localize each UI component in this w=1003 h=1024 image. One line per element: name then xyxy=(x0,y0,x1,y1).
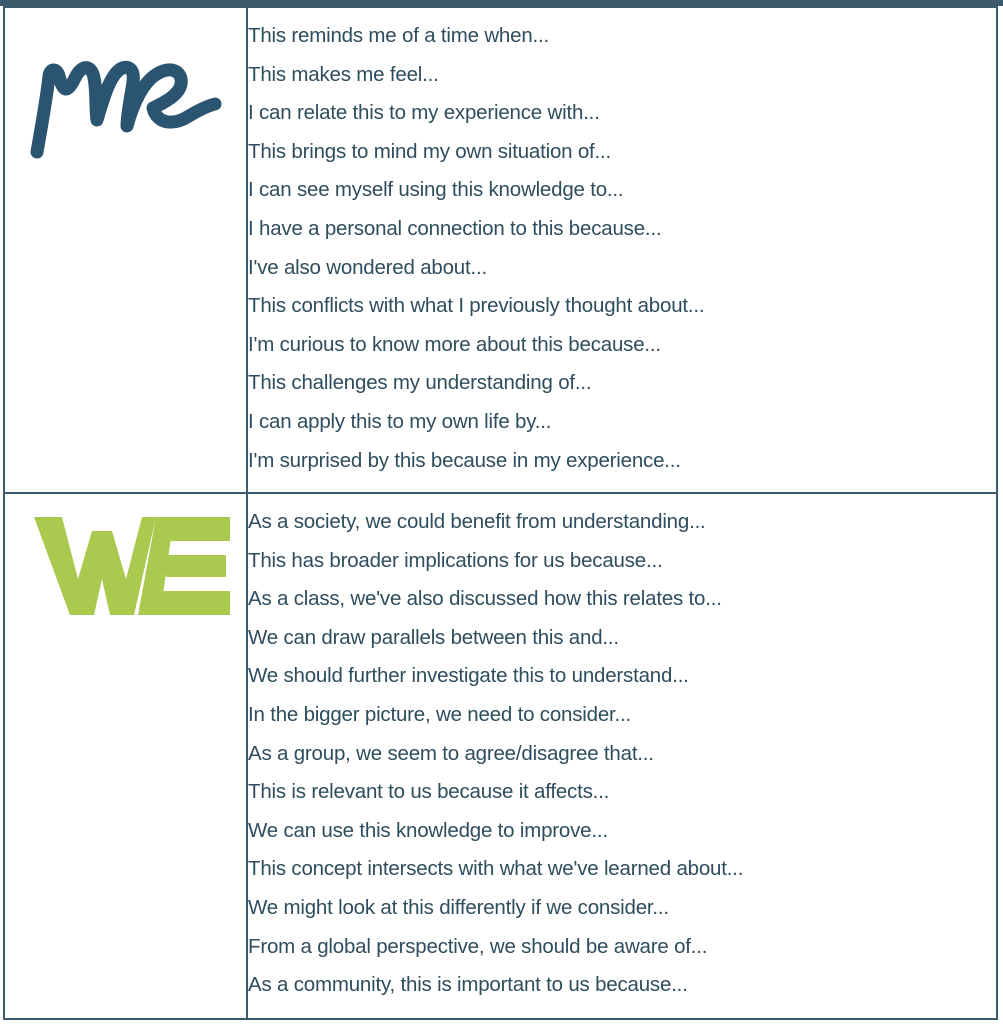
we-prompt-item: As a group, we seem to agree/disagree that... xyxy=(248,741,654,765)
me-prompt-item: This challenges my understanding of... xyxy=(248,371,592,395)
me-prompt-item: I can relate this to my experience with... xyxy=(248,101,600,125)
we-prompt-item: This has broader implications for us because... xyxy=(248,548,663,572)
we-logo xyxy=(5,494,246,1018)
we-prompt-item: From a global perspective, we should be aware of... xyxy=(248,934,708,958)
me-prompt-item: I can see myself using this knowledge to... xyxy=(248,178,624,202)
we-prompt-item: In the bigger picture, we need to consider... xyxy=(248,702,632,726)
me-row xyxy=(4,7,997,493)
me-logo-icon xyxy=(23,34,223,164)
me-prompts-cell xyxy=(247,7,997,493)
we-logo-icon xyxy=(34,517,230,615)
me-prompt-item: This brings to mind my own situation of... xyxy=(248,139,612,163)
we-prompt-item: We can use this knowledge to improve... xyxy=(248,818,608,842)
me-prompt-item: I've also wondered about... xyxy=(248,255,487,279)
we-prompt-item: This concept intersects with what we've learned about... xyxy=(248,857,744,881)
we-prompt-item: As a class, we've also discussed how this relates to... xyxy=(248,587,722,611)
me-prompt-item: I'm surprised by this because in my experience... xyxy=(248,448,681,472)
we-prompt-item: As a community, this is important to us because... xyxy=(248,973,688,997)
me-prompt-item: This makes me feel... xyxy=(248,62,439,86)
me-prompt-item: This conflicts with what I previously thought about... xyxy=(248,294,705,318)
we-row xyxy=(4,493,997,1019)
me-prompt-list xyxy=(248,8,996,487)
sentence-starters-table xyxy=(3,6,998,1020)
we-prompt-item: This is relevant to us because it affects... xyxy=(248,780,610,804)
me-prompt-item: I can apply this to my own life by... xyxy=(248,409,552,433)
we-logo-cell xyxy=(4,493,247,1019)
we-prompt-item: We might look at this differently if we consider... xyxy=(248,895,669,919)
we-prompt-item: As a society, we could benefit from understanding... xyxy=(248,510,706,533)
we-prompt-item: We should further investigate this to understand... xyxy=(248,664,689,688)
we-prompts-cell xyxy=(247,493,997,1019)
we-prompt-item: We can draw parallels between this and... xyxy=(248,625,619,649)
me-logo xyxy=(5,8,246,492)
me-prompt-item: This reminds me of a time when... xyxy=(248,24,550,47)
me-prompt-item: I'm curious to know more about this because... xyxy=(248,332,661,356)
me-logo-cell xyxy=(4,7,247,493)
we-prompt-list xyxy=(248,494,996,1012)
me-prompt-item: I have a personal connection to this because... xyxy=(248,216,662,240)
